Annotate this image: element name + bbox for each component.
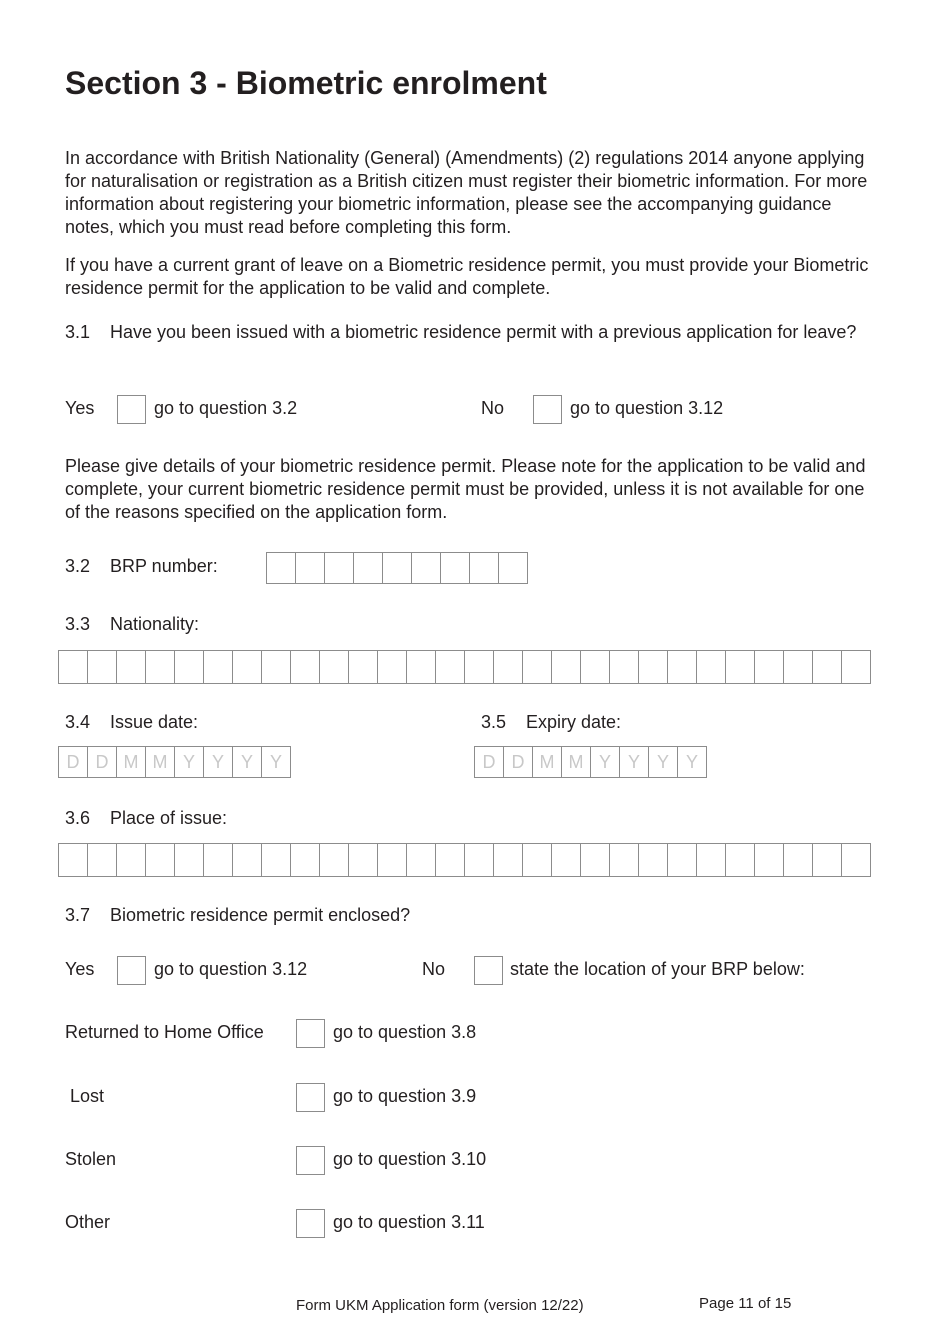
- char-box[interactable]: [319, 843, 349, 877]
- q3-7-yes-checkbox[interactable]: [117, 956, 146, 985]
- char-box[interactable]: [382, 552, 412, 584]
- page-title: Section 3 - Biometric enrolment: [65, 65, 547, 101]
- char-box[interactable]: [319, 650, 349, 684]
- date-box[interactable]: Y: [677, 746, 707, 778]
- q3-6-number: 3.6: [65, 808, 91, 828]
- char-box[interactable]: [812, 843, 842, 877]
- q3-6-label: Place of issue:: [110, 808, 228, 828]
- char-box[interactable]: [348, 843, 378, 877]
- q3-1-text: [110, 321, 870, 343]
- location-goto-other: go to question 3.11: [333, 1212, 485, 1232]
- char-box[interactable]: [522, 843, 552, 877]
- date-box[interactable]: Y: [232, 746, 262, 778]
- char-box[interactable]: [667, 843, 697, 877]
- q3-1-no-label: No: [481, 398, 505, 418]
- char-box[interactable]: [812, 650, 842, 684]
- char-box[interactable]: [203, 843, 233, 877]
- char-box[interactable]: [406, 650, 436, 684]
- q3-3-label: Nationality:: [110, 614, 200, 634]
- date-box[interactable]: D: [87, 746, 117, 778]
- char-box[interactable]: [116, 650, 146, 684]
- q3-7-no-goto: state the location of your BRP below:: [510, 959, 805, 979]
- char-box[interactable]: [609, 843, 639, 877]
- footer-page-number: Page 11 of 15: [699, 1295, 792, 1312]
- char-box[interactable]: [232, 843, 262, 877]
- q3-1-no-goto: go to question 3.12: [570, 398, 724, 418]
- location-label-stolen: Stolen: [65, 1149, 117, 1169]
- q3-2-label: BRP number:: [110, 556, 218, 576]
- char-box[interactable]: [411, 552, 441, 584]
- char-box[interactable]: [667, 650, 697, 684]
- q3-4-label: Issue date:: [110, 712, 199, 732]
- char-box[interactable]: [725, 650, 755, 684]
- location-goto-stolen: go to question 3.10: [333, 1149, 487, 1169]
- char-box[interactable]: [348, 650, 378, 684]
- details-paragraph: Please give details of your biometric residence permit. Please note for the application to be valid and complete, your current biometric residence permit must be provided, unless it is not available for one of the reasons specified on the application form.: [65, 456, 866, 522]
- q3-3-number: 3.3: [65, 614, 91, 634]
- issue-date-field[interactable]: [58, 746, 291, 778]
- char-box[interactable]: [232, 650, 262, 684]
- char-box[interactable]: [783, 650, 813, 684]
- q3-4-number: 3.4: [65, 712, 91, 732]
- date-box[interactable]: M: [561, 746, 591, 778]
- location-checkbox-other[interactable]: [296, 1209, 325, 1238]
- date-box[interactable]: Y: [619, 746, 649, 778]
- location-label-returned: Returned to Home Office: [65, 1022, 264, 1042]
- char-box[interactable]: [493, 650, 523, 684]
- q3-1-yes-goto: go to question 3.2: [154, 398, 298, 418]
- place-of-issue-field[interactable]: [58, 843, 871, 877]
- nationality-field[interactable]: [58, 650, 871, 684]
- char-box[interactable]: [435, 650, 465, 684]
- char-box[interactable]: [324, 552, 354, 584]
- char-box[interactable]: [609, 650, 639, 684]
- char-box[interactable]: [464, 843, 494, 877]
- q3-7-yes-goto: go to question 3.12: [154, 959, 308, 979]
- char-box[interactable]: [783, 843, 813, 877]
- char-box[interactable]: [377, 843, 407, 877]
- location-label-other: Other: [65, 1212, 111, 1232]
- char-box[interactable]: [174, 650, 204, 684]
- char-box[interactable]: [841, 843, 871, 877]
- char-box[interactable]: [493, 843, 523, 877]
- intro-paragraph: In accordance with British Nationality (General) (Amendments) (2) regulations 2014 anyone applying for naturalisation or registration as a British citizen must register their biometric information. For more information about registering your biometric information, please see the accompanying guidance notes, which you must read before completing this form.: [65, 148, 868, 237]
- char-box[interactable]: [116, 843, 146, 877]
- char-box[interactable]: [754, 843, 784, 877]
- q3-1-yes-checkbox[interactable]: [117, 395, 146, 424]
- char-box[interactable]: [725, 843, 755, 877]
- char-box[interactable]: [58, 650, 88, 684]
- char-box[interactable]: [440, 552, 470, 584]
- q3-7-yes-label: Yes: [65, 959, 95, 979]
- char-box[interactable]: [522, 650, 552, 684]
- q3-1-no-checkbox[interactable]: [533, 395, 562, 424]
- char-box[interactable]: [551, 843, 581, 877]
- brp-number-field[interactable]: [266, 552, 528, 584]
- location-checkbox-lost[interactable]: [296, 1083, 325, 1112]
- char-box[interactable]: [145, 650, 175, 684]
- char-box[interactable]: [841, 650, 871, 684]
- location-label-lost: Lost: [65, 1086, 105, 1106]
- char-box[interactable]: [754, 650, 784, 684]
- char-box[interactable]: [638, 650, 668, 684]
- location-goto-returned: go to question 3.8: [333, 1022, 477, 1042]
- date-box[interactable]: Y: [261, 746, 291, 778]
- footer-form-name: Form UKM Application form (version 12/22): [296, 1297, 584, 1314]
- q3-5-label: Expiry date:: [526, 712, 622, 732]
- char-box[interactable]: [696, 843, 726, 877]
- char-box[interactable]: [580, 843, 610, 877]
- char-box[interactable]: [498, 552, 528, 584]
- q3-5-number: 3.5: [481, 712, 507, 732]
- date-box[interactable]: D: [474, 746, 504, 778]
- date-box[interactable]: D: [503, 746, 533, 778]
- date-box[interactable]: Y: [174, 746, 204, 778]
- char-box[interactable]: [696, 650, 726, 684]
- char-box[interactable]: [261, 650, 291, 684]
- char-box[interactable]: [353, 552, 383, 584]
- char-box[interactable]: [464, 650, 494, 684]
- q3-7-no-checkbox[interactable]: [474, 956, 503, 985]
- char-box[interactable]: [406, 843, 436, 877]
- char-box[interactable]: [87, 843, 117, 877]
- expiry-date-field[interactable]: [474, 746, 707, 778]
- location-checkbox-returned[interactable]: [296, 1019, 325, 1048]
- char-box[interactable]: [638, 843, 668, 877]
- date-box[interactable]: Y: [648, 746, 678, 778]
- q3-2-number: 3.2: [65, 556, 91, 576]
- date-box[interactable]: Y: [203, 746, 233, 778]
- q3-7-no-label: No: [422, 959, 446, 979]
- char-box[interactable]: [551, 650, 581, 684]
- q3-1-question: Have you been issued with a biometric residence permit with a previous application for leave?: [110, 322, 857, 342]
- char-box[interactable]: [580, 650, 610, 684]
- char-box[interactable]: [58, 843, 88, 877]
- char-box[interactable]: [377, 650, 407, 684]
- char-box[interactable]: [469, 552, 499, 584]
- char-box[interactable]: [87, 650, 117, 684]
- char-box[interactable]: [266, 552, 296, 584]
- date-box[interactable]: M: [145, 746, 175, 778]
- location-checkbox-stolen[interactable]: [296, 1146, 325, 1175]
- char-box[interactable]: [295, 552, 325, 584]
- char-box[interactable]: [203, 650, 233, 684]
- date-box[interactable]: Y: [590, 746, 620, 778]
- char-box[interactable]: [145, 843, 175, 877]
- q3-7-number: 3.7: [65, 905, 91, 925]
- q3-1-yes-label: Yes: [65, 398, 95, 418]
- q3-7-text: Biometric residence permit enclosed?: [110, 905, 411, 925]
- char-box[interactable]: [290, 650, 320, 684]
- date-box[interactable]: D: [58, 746, 88, 778]
- char-box[interactable]: [261, 843, 291, 877]
- char-box[interactable]: [290, 843, 320, 877]
- location-goto-lost: go to question 3.9: [333, 1086, 477, 1106]
- brp-paragraph: If you have a current grant of leave on a Biometric residence permit, you must provide your Biometric residence permit for the application to be valid and complete.: [65, 255, 869, 298]
- char-box[interactable]: [174, 843, 204, 877]
- char-box[interactable]: [435, 843, 465, 877]
- date-box[interactable]: M: [116, 746, 146, 778]
- q3-1-number: 3.1: [65, 322, 91, 342]
- date-box[interactable]: M: [532, 746, 562, 778]
